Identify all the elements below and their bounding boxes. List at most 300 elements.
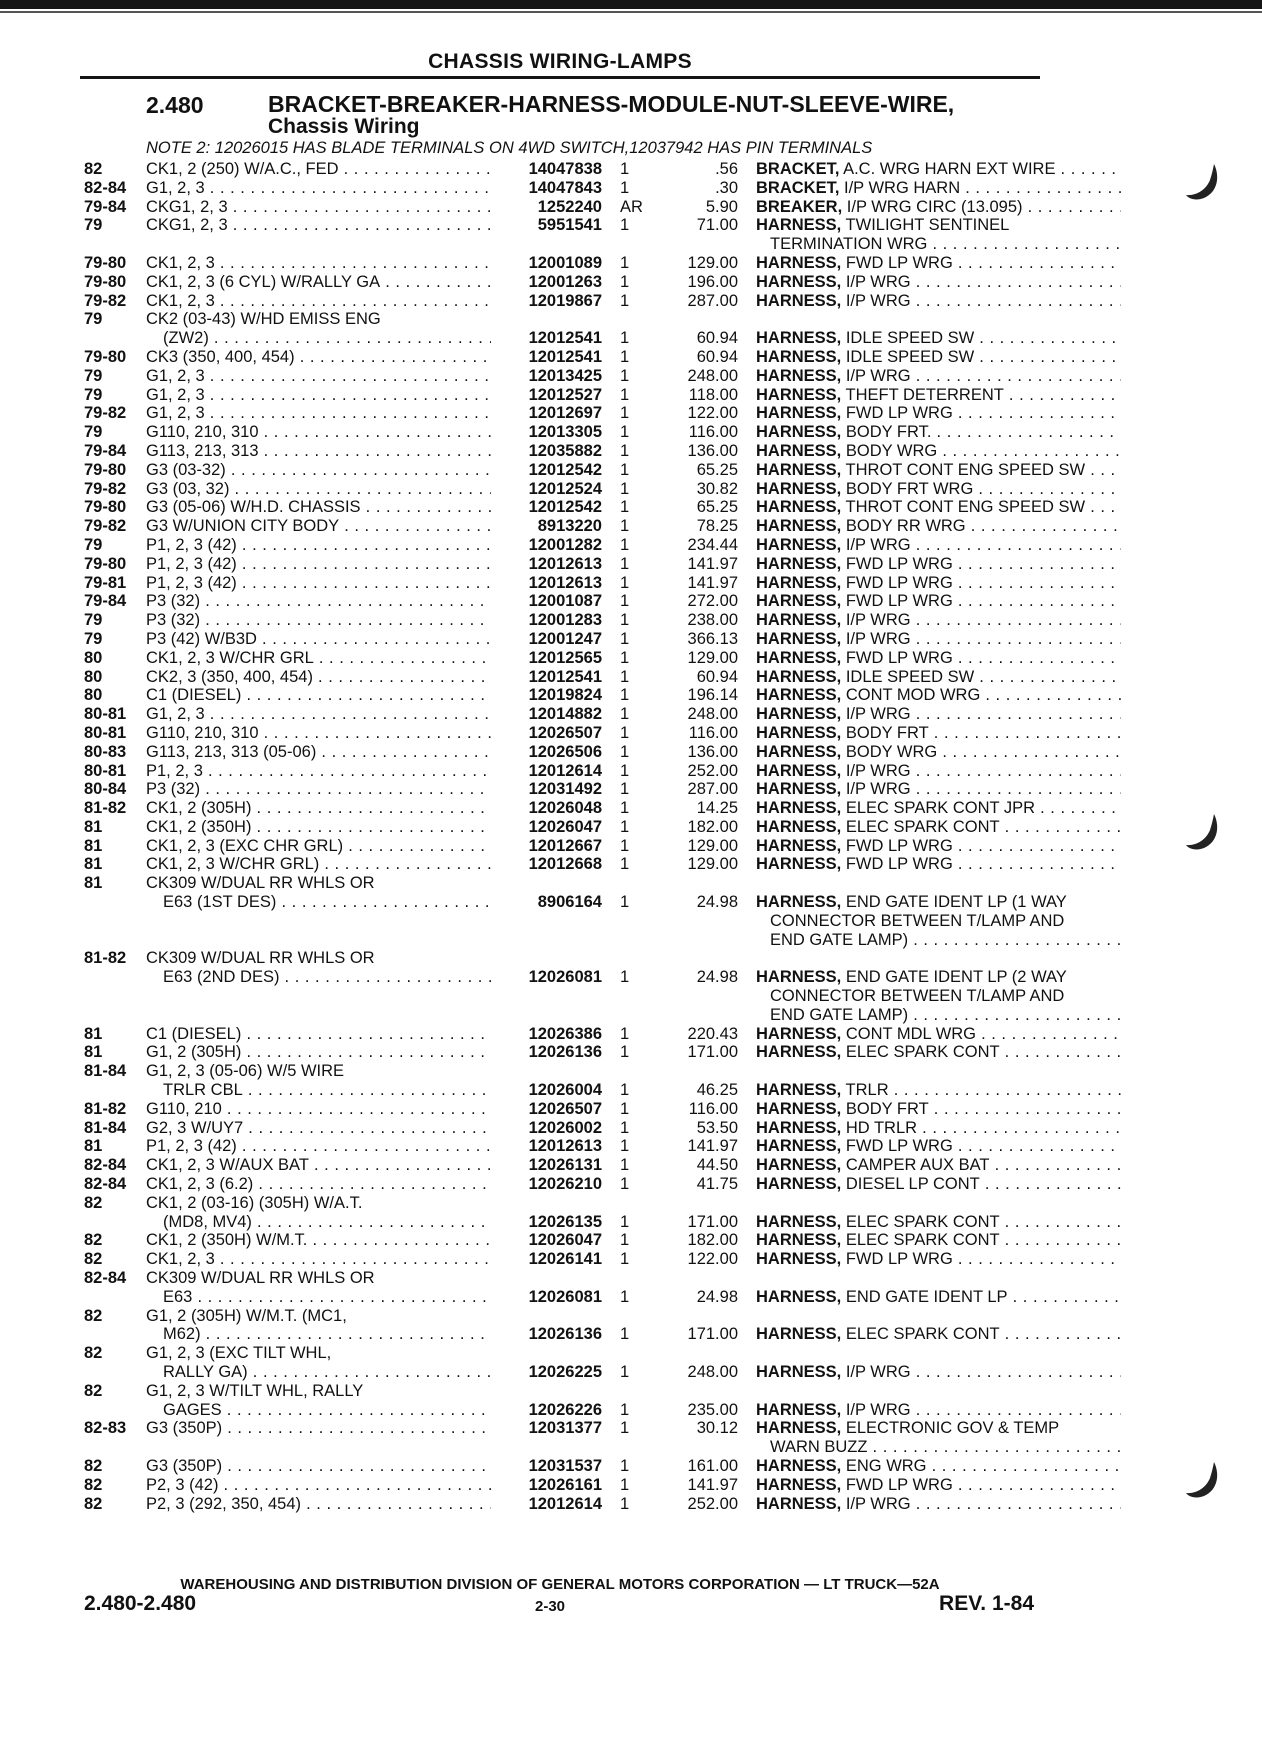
part-number: 12026002 <box>528 1118 602 1137</box>
parts-row <box>84 1231 1044 1250</box>
part-description <box>756 686 1121 705</box>
part-description-rest: BODY WRG <box>841 441 938 460</box>
parts-row <box>84 705 1044 724</box>
part-number: 12012667 <box>528 836 602 855</box>
price: 30.12 <box>696 1419 738 1438</box>
model-application-line: G3 (03-32) . . . <box>146 461 491 480</box>
part-keyword: HARNESS, <box>756 686 842 705</box>
model-application-line: P1, 2, 3 (42) . . . <box>146 536 491 555</box>
part-description-line <box>756 442 1121 461</box>
part-number: 12012541 <box>528 347 602 366</box>
quantity: 1 <box>620 160 630 178</box>
part-keyword: HARNESS, <box>756 1325 842 1344</box>
part-description-rest: FWD LP WRG <box>841 1475 953 1494</box>
model-application-line: G113, 213, 313 (05-06) . . . <box>146 743 491 762</box>
footer-publisher-line: WAREHOUSING AND DISTRIBUTION DIVISION OF GENERAL MOTORS CORPORATION — LT TRUCK—52A <box>180 1576 940 1593</box>
part-description <box>756 762 1121 781</box>
part-description-line <box>756 837 1121 856</box>
part-number: 12014882 <box>528 705 602 724</box>
part-description <box>756 1476 1121 1495</box>
quantity: 1 <box>620 742 630 761</box>
part-keyword: HARNESS, <box>756 291 842 310</box>
part-description-line <box>756 1476 1121 1495</box>
quantity: 1 <box>620 329 630 348</box>
model-year: 80-84 <box>84 780 127 799</box>
price: 129.00 <box>687 855 738 874</box>
part-description-line <box>756 611 1121 630</box>
quantity: 1 <box>620 723 630 742</box>
quantity: 1 <box>620 667 630 686</box>
model-application-line: G2, 3 W/UY7 . . . <box>146 1119 491 1138</box>
price: 122.00 <box>687 404 738 423</box>
part-description <box>756 348 1121 367</box>
part-number: 12012527 <box>528 385 602 404</box>
model-application-line: CK1, 2, 3 . . . <box>146 254 491 273</box>
quantity: 1 <box>620 1156 630 1175</box>
model-year: 82 <box>84 1250 103 1269</box>
model-application-line: P1, 2, 3 (42) . . . <box>146 1137 491 1156</box>
model-application-line: C1 (DIESEL) . . . <box>146 686 491 705</box>
model-year: 79 <box>84 611 103 630</box>
model-year: 79-84 <box>84 197 127 216</box>
quantity: 1 <box>620 385 630 404</box>
model-year: 79 <box>84 629 103 648</box>
parts-row <box>84 536 1044 555</box>
part-description-line <box>756 179 1121 198</box>
model-year: 79 <box>84 366 103 385</box>
part-number: 12001089 <box>528 253 602 272</box>
price: 161.00 <box>687 1456 738 1475</box>
price: 248.00 <box>687 705 738 724</box>
price: 30.82 <box>696 479 738 498</box>
parts-row <box>84 555 1044 574</box>
model-application-line: P1, 2, 3 (42) . . . <box>146 555 491 574</box>
part-description-rest: I/P WRG <box>841 1363 911 1381</box>
model-year: 81 <box>84 855 103 874</box>
model-application-line: G3 (05-06) W/H.D. CHASSIS . . . <box>146 498 491 517</box>
part-number: 8913220 <box>537 517 602 536</box>
part-keyword: HARNESS, <box>756 1250 842 1269</box>
model-application-line: CK1, 2, 3 W/AUX BAT . . . <box>146 1156 491 1175</box>
part-description-line <box>756 1100 1121 1119</box>
model-application-line: CK3 (350, 400, 454) . . . <box>146 348 491 367</box>
quantity: 1 <box>620 1400 630 1419</box>
model-year: 82 <box>84 1494 103 1513</box>
parts-row <box>84 498 1086 517</box>
quantity: AR <box>620 197 643 216</box>
part-description-rest: I/P WRG <box>841 780 911 799</box>
parts-row <box>84 1476 1044 1495</box>
quantity: 1 <box>620 780 630 799</box>
part-number: 12013305 <box>528 423 602 442</box>
price: 44.50 <box>696 1156 738 1175</box>
parts-row <box>84 1194 1044 1232</box>
model-year: 79 <box>84 423 103 442</box>
quantity: 1 <box>620 554 630 573</box>
part-description <box>756 254 1121 273</box>
quantity: 1 <box>620 291 630 310</box>
part-description-rest: A.C. WRG HARN EXT WIRE <box>839 160 1056 178</box>
model-application-line: CKG1, 2, 3 . . . <box>146 198 491 217</box>
part-number: 12012541 <box>528 329 602 348</box>
footer-page-number: 2-30 <box>535 1598 566 1615</box>
section-subtitle: Chassis Wiring <box>268 115 420 138</box>
model-year: 82-84 <box>84 1175 127 1194</box>
part-number: 12026141 <box>528 1250 602 1269</box>
part-description-rest: ELECTRONIC GOV & TEMP <box>841 1419 1060 1438</box>
part-description-rest: BODY FRT WRG <box>841 479 974 498</box>
part-description-rest: FWD LP WRG <box>841 836 953 855</box>
part-description <box>756 611 1121 630</box>
part-number: 12026047 <box>528 817 602 836</box>
part-description-line <box>756 724 1121 743</box>
part-description-line <box>756 1175 1121 1194</box>
part-description-line <box>756 630 1121 649</box>
model-year: 79-80 <box>84 272 127 291</box>
part-description-line <box>756 348 1121 367</box>
part-description-rest: TWILIGHT SENTINEL <box>841 216 1010 235</box>
part-number: 12012541 <box>528 667 602 686</box>
parts-row <box>84 1495 1044 1514</box>
section-number: 2.480 <box>146 92 204 118</box>
page-top-border <box>0 0 1262 9</box>
quantity: 1 <box>620 629 630 648</box>
part-description-line <box>756 1250 1121 1269</box>
model-application-line: CK1, 2 (350H) . . . <box>146 818 491 837</box>
part-description-rest: I/P WRG <box>841 291 911 310</box>
part-description <box>756 517 1121 536</box>
part-number: 12012613 <box>528 554 602 573</box>
model-application-line: G3 W/UNION CITY BODY . . . <box>146 517 491 536</box>
part-number: 12019867 <box>528 291 602 310</box>
part-keyword: HARNESS, <box>756 441 842 460</box>
parts-row <box>84 386 1044 405</box>
part-number: 12019824 <box>528 686 602 705</box>
part-description-line <box>756 893 1121 912</box>
model-year: 81 <box>84 836 103 855</box>
price: 235.00 <box>687 1400 738 1419</box>
parts-row <box>84 874 1067 949</box>
model-year: 79-80 <box>84 253 127 272</box>
part-keyword: HARNESS, <box>756 629 842 648</box>
price: 24.98 <box>696 968 738 987</box>
title-divider <box>80 76 1040 79</box>
part-keyword: HARNESS, <box>756 1137 842 1156</box>
model-application-line: CK1, 2, 3 . . . <box>146 292 491 311</box>
quantity: 1 <box>620 836 630 855</box>
part-description-line <box>756 404 1121 423</box>
model-application-line: G113, 213, 313 . . . <box>146 442 491 461</box>
price: 182.00 <box>687 1231 738 1250</box>
model-year: 82 <box>84 1475 103 1494</box>
part-keyword: HARNESS, <box>756 1494 842 1513</box>
model-year: 81-82 <box>84 799 127 818</box>
model-application-line: G1, 2, 3 . . . <box>146 404 491 423</box>
part-description-rest: BODY FRT <box>841 723 929 742</box>
part-description-line: CONNECTOR BETWEEN T/LAMP AND <box>770 987 1065 1006</box>
quantity: 1 <box>620 178 630 197</box>
part-keyword: HARNESS, <box>756 1287 842 1306</box>
model-year: 82-84 <box>84 1156 127 1175</box>
price: .56 <box>715 160 738 178</box>
price: 122.00 <box>687 1250 738 1269</box>
quantity: 1 <box>620 611 630 630</box>
model-application-line: CKG1, 2, 3 . . . <box>146 216 491 235</box>
part-number: 12012614 <box>528 1494 602 1513</box>
model-application-line: P1, 2, 3 (42) . . . <box>146 574 491 593</box>
quantity: 1 <box>620 404 630 423</box>
parts-row <box>84 855 1044 874</box>
section-title-main: BRACKET-BREAKER-HARNESS-MODULE-NUT-SLEEVE-WIRE, <box>268 91 955 117</box>
model-application-line: P3 (42) W/B3D . . . <box>146 630 491 649</box>
part-description <box>756 1401 1121 1420</box>
quantity: 1 <box>620 272 630 291</box>
price: 24.98 <box>696 1287 738 1306</box>
price: 60.94 <box>696 347 738 366</box>
part-description-line <box>756 1043 1121 1062</box>
part-description-line: CONNECTOR BETWEEN T/LAMP AND <box>770 911 1065 930</box>
model-application-line: (ZW2) . . . <box>146 329 491 348</box>
part-description-rest: BODY RR WRG <box>841 517 966 536</box>
part-number: 8906164 <box>537 893 602 912</box>
quantity: 1 <box>620 1212 630 1231</box>
part-keyword: HARNESS, <box>756 366 842 385</box>
parts-row <box>84 198 1044 217</box>
part-number: 12026386 <box>528 1024 602 1043</box>
part-description <box>756 705 1121 724</box>
model-year: 79 <box>84 216 103 235</box>
part-description <box>756 480 1121 499</box>
quantity: 1 <box>620 1099 630 1118</box>
model-application-line: G1, 2 (305H) . . . <box>146 1043 491 1062</box>
part-description <box>756 216 1121 254</box>
part-description-rest: I/P WRG <box>841 629 911 648</box>
part-description-line <box>756 555 1121 574</box>
part-keyword: HARNESS, <box>756 1024 842 1043</box>
model-year: 79-82 <box>84 404 127 423</box>
model-year: 81 <box>84 817 103 836</box>
part-description <box>756 329 1121 348</box>
price: 116.00 <box>688 723 738 742</box>
parts-list <box>84 160 1086 1513</box>
part-description <box>756 780 1121 799</box>
quantity: 1 <box>620 1363 630 1381</box>
price: 14.25 <box>696 799 738 818</box>
part-description-line: WARN BUZZ . . . <box>756 1438 1121 1457</box>
model-application-line: G1, 2, 3 . . . <box>146 705 491 724</box>
part-keyword: HARNESS, <box>756 479 842 498</box>
model-year: 82 <box>84 1231 103 1250</box>
parts-row <box>84 762 1044 781</box>
part-number: 12026507 <box>528 1099 602 1118</box>
part-keyword: HARNESS, <box>756 1212 842 1231</box>
part-keyword: HARNESS, <box>756 799 842 818</box>
parts-row <box>84 404 1044 423</box>
part-keyword: HARNESS, <box>756 1363 842 1381</box>
part-description-line <box>756 198 1121 217</box>
part-description <box>756 1419 1121 1457</box>
part-description <box>756 630 1121 649</box>
part-number: 12026210 <box>528 1175 602 1194</box>
part-description-line <box>756 743 1121 762</box>
model-application-line: C1 (DIESEL) . . . <box>146 1025 491 1044</box>
part-description-line: TERMINATION WRG . . . <box>756 235 1121 254</box>
parts-row <box>84 949 1067 1024</box>
quantity: 1 <box>620 893 630 912</box>
part-number: 12012524 <box>528 479 602 498</box>
part-description-line <box>756 574 1121 593</box>
part-description <box>756 1100 1121 1119</box>
model-year: 82-84 <box>84 178 127 197</box>
price: 136.00 <box>687 441 738 460</box>
price: 65.25 <box>696 498 738 517</box>
part-keyword: HARNESS, <box>756 1043 842 1062</box>
parts-row <box>84 1457 1044 1476</box>
model-application-line: G110, 210, 310 . . . <box>146 423 491 442</box>
part-description-line <box>756 273 1121 292</box>
parts-row <box>84 611 1044 630</box>
model-year: 79-84 <box>84 441 127 460</box>
part-number: 12012613 <box>528 573 602 592</box>
model-year: 80 <box>84 667 103 686</box>
part-description-rest: FWD LP WRG <box>841 592 953 611</box>
part-keyword: HARNESS, <box>756 893 842 912</box>
quantity: 1 <box>620 517 630 536</box>
part-keyword: BRACKET, <box>756 160 840 178</box>
part-description <box>756 1119 1121 1138</box>
part-number: 12026161 <box>528 1475 602 1494</box>
quantity: 1 <box>620 855 630 874</box>
part-number: 12012542 <box>528 498 602 517</box>
part-description-line <box>756 292 1121 311</box>
price: 171.00 <box>687 1325 738 1344</box>
part-number: 12026506 <box>528 742 602 761</box>
part-description <box>756 442 1121 461</box>
part-description <box>756 1250 1121 1269</box>
model-application-line: P3 (32) . . . <box>146 780 491 799</box>
parts-row <box>84 1419 1060 1457</box>
part-description-rest: I/P WRG <box>841 272 911 291</box>
part-number: 12026131 <box>528 1156 602 1175</box>
parts-row <box>84 1382 1044 1420</box>
price: 136.00 <box>687 742 738 761</box>
model-year: 79-82 <box>84 517 127 536</box>
part-number: 12001263 <box>528 272 602 291</box>
part-description-line <box>756 855 1121 874</box>
part-keyword: HARNESS, <box>756 385 842 404</box>
quantity: 1 <box>620 460 630 479</box>
part-number: 12012613 <box>528 1137 602 1156</box>
model-application-line: G110, 210 . . . <box>146 1100 491 1119</box>
model-application-line: G1, 2, 3 (05-06) W/5 WIRE <box>146 1062 345 1081</box>
quantity: 1 <box>620 573 630 592</box>
binder-hole-icon <box>1184 162 1220 202</box>
price: 248.00 <box>687 366 738 385</box>
part-description <box>756 1495 1121 1514</box>
part-description <box>756 799 1121 818</box>
part-description-rest: BODY FRT. <box>841 423 932 442</box>
part-description-line <box>756 780 1121 799</box>
quantity: 1 <box>620 1137 630 1156</box>
quantity: 1 <box>620 366 630 385</box>
part-description <box>756 668 1121 687</box>
model-application-line: CK309 W/DUAL RR WHLS OR <box>146 1269 375 1288</box>
part-description-line <box>756 536 1121 555</box>
model-year: 79-80 <box>84 347 127 366</box>
model-year: 79-80 <box>84 460 127 479</box>
part-description-line <box>756 1401 1121 1420</box>
part-description-line <box>756 686 1121 705</box>
model-year: 80 <box>84 686 103 705</box>
part-number: 12035882 <box>528 441 602 460</box>
part-keyword: HARNESS, <box>756 460 842 479</box>
part-description-line <box>756 968 1121 987</box>
model-application-line: CK1, 2 (250) W/A.C., FED . . . <box>146 160 491 179</box>
part-description <box>756 198 1121 217</box>
quantity: 1 <box>620 592 630 611</box>
part-description <box>756 1231 1121 1250</box>
part-keyword: BRACKET, <box>756 178 840 197</box>
model-year: 82 <box>84 1306 103 1325</box>
parts-row <box>84 254 1044 273</box>
part-description-line <box>756 1457 1121 1476</box>
part-description-rest: I/P WRG CIRC (13.095) <box>842 197 1023 216</box>
model-year: 82 <box>84 1381 103 1400</box>
model-year: 79 <box>84 535 103 554</box>
part-description-line <box>756 592 1121 611</box>
part-description-rest: THROT CONT ENG SPEED SW <box>841 498 1086 517</box>
part-description <box>756 743 1121 762</box>
quantity: 1 <box>620 498 630 517</box>
quantity: 1 <box>620 686 630 705</box>
parts-row <box>84 649 1044 668</box>
part-description-rest: I/P WRG <box>841 535 911 554</box>
part-description-rest: ELEC SPARK CONT <box>841 1212 1000 1231</box>
model-year: 79-81 <box>84 573 127 592</box>
model-application-line: G3 (350P) . . . <box>146 1419 491 1438</box>
parts-row <box>84 1119 1044 1138</box>
parts-row <box>84 1175 1044 1194</box>
part-description <box>756 461 1121 480</box>
quantity: 1 <box>620 1043 630 1062</box>
quantity: 1 <box>620 479 630 498</box>
part-description-rest: ENG WRG <box>841 1456 927 1475</box>
parts-row <box>84 160 1056 179</box>
parts-row <box>84 686 1044 705</box>
price: 71.00 <box>696 216 738 235</box>
parts-row <box>84 310 1044 348</box>
part-description <box>756 1457 1121 1476</box>
part-number: 12031377 <box>528 1419 602 1438</box>
part-number: 12026225 <box>528 1363 602 1381</box>
part-description-line <box>756 649 1121 668</box>
model-application-line: G1, 2, 3 . . . <box>146 179 491 198</box>
price: 60.94 <box>696 667 738 686</box>
part-description-line <box>756 1231 1121 1250</box>
parts-row <box>84 1100 1044 1119</box>
part-description <box>756 1156 1121 1175</box>
quantity: 1 <box>620 648 630 667</box>
parts-row <box>84 1137 1044 1156</box>
part-keyword: HARNESS, <box>756 253 842 272</box>
price: 366.13 <box>687 629 738 648</box>
part-number: 12026048 <box>528 799 602 818</box>
parts-row <box>84 1156 1044 1175</box>
section-title <box>268 92 954 138</box>
part-description-rest: FWD LP WRG <box>841 1250 953 1269</box>
part-description <box>756 555 1121 574</box>
price: 41.75 <box>696 1175 738 1194</box>
